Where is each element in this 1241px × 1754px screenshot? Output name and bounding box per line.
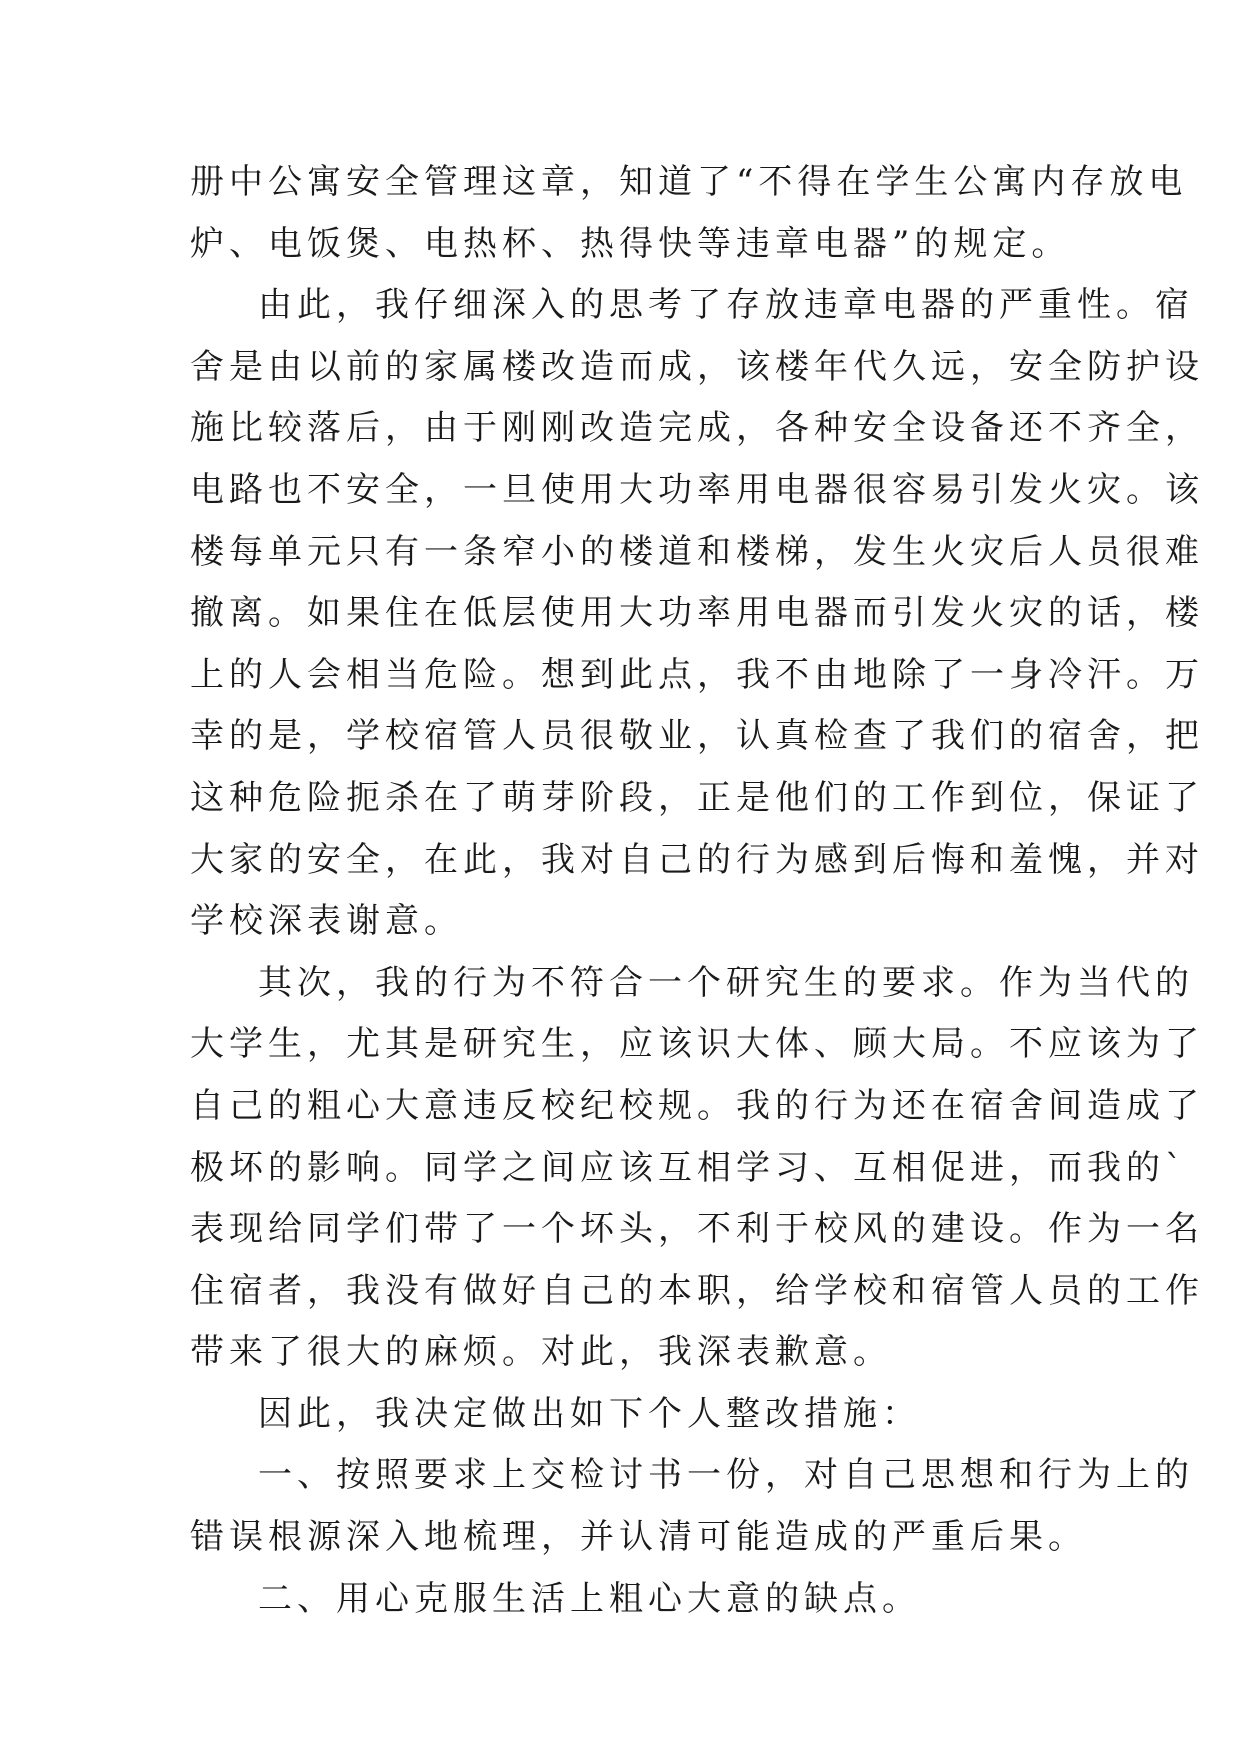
text-line: 自己的粗心大意违反校纪校规。我的行为还在宿舍间造成了 — [190, 1085, 1204, 1126]
text-line: 舍是由以前的家属楼改造而成，该楼年代久远，安全防护设 — [190, 346, 1204, 387]
text-line: 大家的安全，在此，我对自己的行为感到后悔和羞愧，并对 — [190, 839, 1204, 880]
paragraph-start-line: 由此，我仔细深入的思考了存放违章电器的严重性。宿 — [258, 285, 1194, 326]
text-line: 学校深表谢意。 — [190, 901, 463, 942]
text-line: 错误根源深入地梳理，并认清可能造成的严重后果。 — [190, 1517, 1087, 1558]
list-item-line: 二、用心克服生活上粗心大意的缺点。 — [258, 1578, 921, 1619]
text-line: 带来了很大的麻烦。对此，我深表歉意。 — [190, 1332, 892, 1373]
text-line: 楼每单元只有一条窄小的楼道和楼梯，发生火灾后人员很难 — [190, 531, 1204, 572]
text-line: 册中公寓安全管理这章，知道了“不得在学生公寓内存放电 — [190, 162, 1188, 202]
text-line: 施比较落后，由于刚刚改造完成，各种安全设备还不齐全， — [190, 408, 1204, 449]
text-line: 极坏的影响。同学之间应该互相学习、互相促进，而我的` — [190, 1147, 1187, 1188]
paragraph-start-line: 其次，我的行为不符合一个研究生的要求。作为当代的 — [258, 962, 1194, 1003]
text-line: 住宿者，我没有做好自己的本职，给学校和宿管人员的工作 — [190, 1270, 1204, 1311]
text-line: 幸的是，学校宿管人员很敬业，认真检查了我们的宿舍，把 — [190, 716, 1204, 757]
text-line: 这种危险扼杀在了萌芽阶段，正是他们的工作到位，保证了 — [190, 777, 1204, 818]
text-line: 撤离。如果住在低层使用大功率用电器而引发火灾的话，楼 — [190, 593, 1204, 634]
text-line: 炉、电饭煲、电热杯、热得快等违章电器”的规定。 — [190, 223, 1071, 264]
text-line: 表现给同学们带了一个坏头，不利于校风的建设。作为一名 — [190, 1209, 1204, 1250]
paragraph-start-line: 因此，我决定做出如下个人整改措施： — [258, 1393, 921, 1434]
text-line: 电路也不安全，一旦使用大功率用电器很容易引发火灾。该 — [190, 469, 1204, 510]
text-line: 上的人会相当危险。想到此点，我不由地除了一身冷汗。万 — [190, 654, 1204, 695]
list-item-line: 一、按照要求上交检讨书一份，对自己思想和行为上的 — [258, 1455, 1194, 1496]
document-body — [190, 152, 1204, 1630]
text-line: 大学生，尤其是研究生，应该识大体、顾大局。不应该为了 — [190, 1024, 1204, 1065]
